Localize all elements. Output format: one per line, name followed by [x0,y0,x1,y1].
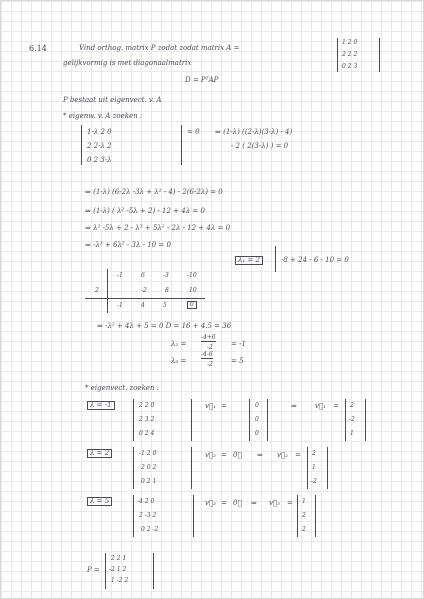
eigvec-matrix-row: 0 2 4 [139,430,155,437]
eigvec-equals: = [221,402,227,410]
zero-vector-entry: 0 [255,402,259,409]
root-lambda3-denominator: -2 [207,361,213,368]
result-vector-entry: -2 [311,478,317,485]
root-lambda2-lhs: λ₂ = [171,340,187,348]
horner-cell: 5 [163,302,167,309]
determinant-left-bar [81,125,82,165]
eigenvalues-heading: * eigenw. v. A zoeken : [63,112,143,120]
result-vector-right-bracket [365,399,366,441]
determinant-expansion-2: - 2 ( 2(3-λ) ) = 0 [231,142,289,150]
result-vector-left-bracket [307,447,308,489]
root-lambda3-numerator: -4-6 [201,351,213,358]
determinant-row: 2 2-λ 2 [87,142,112,150]
result-vector-right-bracket [315,495,316,537]
zero-vector-right-bracket [267,399,268,441]
eigvec-result-name: v⃗₃ [269,499,280,507]
problem-number: 6.14 [29,44,47,53]
result-vector-entry: 2 [312,450,316,457]
final-p-row: 1 -2 2 [111,577,129,584]
result-vector-entry: 1 [312,464,316,471]
diagonalization-formula: D = PᵀAP [185,76,219,84]
result-vector-entry: 2 [302,526,306,533]
lambda1-check: -8 + 24 - 6 - 10 = 0 [281,256,349,264]
problem-statement-line2: gelijkvormig is met diagonaalmatrix [63,59,192,67]
algebra-step: ⇒ -λ³ + 6λ² - 3λ - 10 = 0 [85,241,171,249]
eigvec-result-name: v⃗₁ [315,402,326,410]
zero-vector-left-bracket [249,399,250,441]
lambda1-box: λ₁ = 2 [235,256,263,265]
horner-cell: 6 [141,272,145,279]
root-lambda3-lhs: λ₃ = [171,357,187,365]
matrix-right-bracket [193,495,194,537]
horner-cell: -2 [141,287,147,294]
matrix-left-bracket [133,399,134,441]
final-p-left-bracket [105,553,106,589]
eigvec-matrix-row: 2 -3 2 [139,512,157,519]
eigvec-matrix-row: 0 2 -2 [141,526,159,533]
horner-cell: -1 [117,302,123,309]
implies-arrow: ⇒ [257,451,263,459]
eigvec-matrix-row: 2 2 0 [139,402,155,409]
eigvec-matrix-row: -1 2 0 [139,450,157,457]
determinant-right-bar [181,125,182,165]
horner-cell: 4 [141,302,145,309]
algebra-step: ⇒ (1-λ) ( λ² -5λ + 2) - 12 + 4λ = 0 [85,207,205,215]
check-divider [275,246,276,272]
eigvec-equals: = [221,451,227,459]
implies-arrow: ⇒ [251,499,257,507]
result-vector-entry: 2 [350,402,354,409]
eigvec-matrix-row: -4 2 0 [137,498,155,505]
matrix-a-left-bracket [337,38,338,72]
eigvec-equals: = [221,499,227,507]
final-p-row: -2 1 2 [109,566,127,573]
matrix-right-bracket [191,447,192,489]
horner-cell: -1 [117,272,123,279]
eigvec-lambda-box: λ = 5 [87,497,112,506]
eigvec-name: v⃗₃ [205,499,216,507]
eigvec-result-equals: = [295,451,301,459]
eigvec-result-equals: = [333,402,339,410]
eigenvectors-heading: * eigenvect. zoeken : [85,384,160,392]
determinant-row: 0 2 3-λ [87,156,112,164]
matrix-right-bracket [191,399,192,441]
horner-divisor: 2 [95,287,99,294]
zero-vector: 0⃗ [233,499,242,507]
eigvec-matrix-row: 0 2 1 [141,478,157,485]
matrix-left-bracket [133,447,134,489]
result-vector-entry: 1 [350,430,354,437]
zero-vector-entry: 0 [255,430,259,437]
horner-cell: -3 [163,272,169,279]
horner-horizontal-line [85,298,205,299]
zero-vector: 0⃗ [233,451,242,459]
eigvec-lambda-box: λ = 2 [87,449,112,458]
horner-remainder: 0 [187,301,197,309]
root-lambda2-numerator: -4+6 [201,334,216,341]
eigvec-name: v⃗₂ [205,451,216,459]
result-vector-left-bracket [345,399,346,441]
matrix-a-right-bracket [379,38,380,72]
matrix-a-row: 0 2 3 [342,63,358,70]
determinant-equals-zero: = 0 [187,128,200,136]
implies-arrow: ⇒ [291,402,297,410]
result-vector-left-bracket [297,495,298,537]
horner-cell: -10 [187,272,197,279]
horner-vertical-line [107,269,108,313]
final-p-label: P = [87,566,100,574]
matrix-a-row: 1 2 0 [342,39,358,46]
horner-cell: 10 [189,287,197,294]
eigvec-matrix-row: 2 3 2 [139,416,155,423]
root-lambda3-value: = 5 [231,357,244,365]
result-vector-entry: -2 [349,416,355,423]
final-p-row: 2 2 1 [111,555,127,562]
quadratic-equation: ⇒ -λ² + 4λ + 5 = 0 D = 16 + 4.5 = 36 [97,322,232,330]
algebra-step: ⇒ (1-λ) (6-2λ -3λ + λ² - 4) - 2(6-2λ) = 0 [85,188,223,196]
eigvec-result-equals: = [287,499,293,507]
determinant-expansion-1: ⇒ (1-λ) ((2-λ)(3-λ) - 4) [215,128,293,136]
root-lambda2-denominator: -2 [207,344,213,351]
matrix-left-bracket [133,495,134,537]
eigvec-result-name: v⃗₂ [277,451,288,459]
eigvec-matrix-row: 2 0 2 [141,464,157,471]
eigvec-name: v⃗₁ [205,402,216,410]
final-p-right-bracket [153,553,154,589]
result-vector-right-bracket [327,447,328,489]
problem-statement-line1: Vind orthog. matrix P zodat zodat matrix A = [79,44,240,52]
note-p-consists: P bestaat uit eigenvect. v. A [63,96,162,104]
result-vector-entry: 1 [302,498,306,505]
result-vector-entry: 2 [302,512,306,519]
horner-cell: 8 [165,287,169,294]
eigvec-lambda-box: λ = -1 [87,401,115,410]
matrix-a-row: 2 2 2 [342,51,358,58]
root-lambda2-value: = -1 [231,340,246,348]
algebra-step: ⇒ λ² -5λ + 2 - λ³ + 5λ² - 2λ - 12 + 4λ = 0 [85,224,231,232]
zero-vector-entry: 0 [255,416,259,423]
determinant-row: 1-λ 2 0 [87,128,112,136]
